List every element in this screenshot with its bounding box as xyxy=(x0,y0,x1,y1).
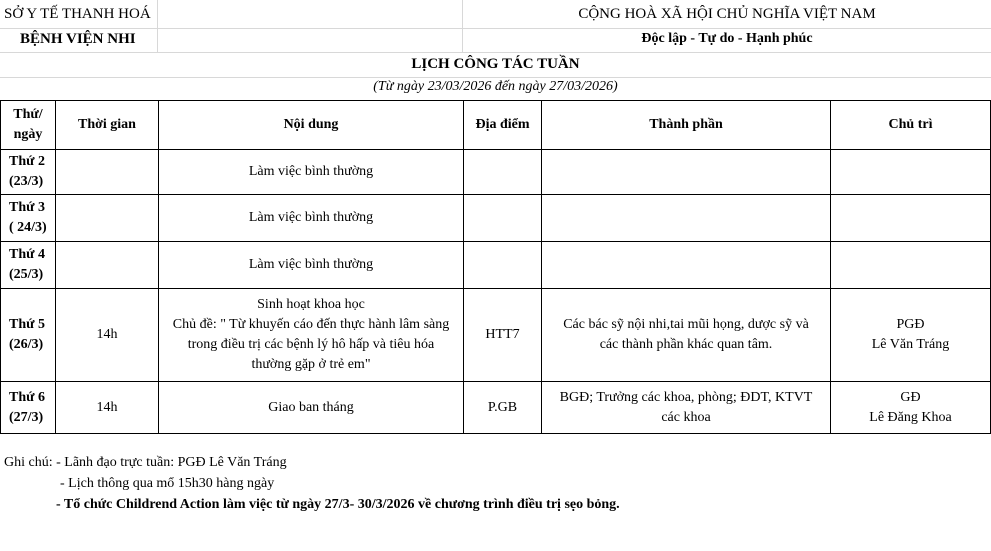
column-header-time: Thời gian xyxy=(56,101,159,150)
day-cell: Thứ 4 (25/3) xyxy=(1,242,56,289)
column-header-chair: Chủ trì xyxy=(831,101,991,150)
participants-cell xyxy=(542,195,831,242)
chair-cell xyxy=(831,195,991,242)
time-cell xyxy=(56,195,159,242)
content-cell: Giao ban tháng xyxy=(159,382,464,434)
content-cell: Làm việc bình thường xyxy=(159,242,464,289)
weekly-schedule-table xyxy=(0,100,991,434)
column-header-day: Thứ/ ngày xyxy=(1,101,56,150)
table-header-row xyxy=(1,101,991,150)
gridline xyxy=(157,0,158,52)
column-header-content: Nội dung xyxy=(159,101,464,150)
table-row xyxy=(1,289,991,382)
location-cell xyxy=(464,150,542,195)
gridline xyxy=(0,77,991,78)
gridline xyxy=(0,52,991,53)
column-header-participants: Thành phần xyxy=(542,101,831,150)
location-cell: HTT7 xyxy=(464,289,542,382)
day-cell: Thứ 2 (23/3) xyxy=(1,150,56,195)
gridline xyxy=(0,28,991,29)
participants-cell: Các bác sỹ nội nhi,tai mũi họng, dược sỹ và các thành phần khác quan tâm. xyxy=(542,289,831,382)
day-cell: Thứ 6 (27/3) xyxy=(1,382,56,434)
location-cell: P.GB xyxy=(464,382,542,434)
note-line-duty-leader: Ghi chú: - Lãnh đạo trực tuần: PGĐ Lê Văn Tráng xyxy=(4,455,287,470)
participants-cell: BGĐ; Trưởng các khoa, phòng; ĐDT, KTVT các khoa xyxy=(542,382,831,434)
page-title: LỊCH CÔNG TÁC TUẦN xyxy=(411,56,580,72)
national-motto: Độc lập - Tự do - Hạnh phúc xyxy=(641,31,813,46)
table-row xyxy=(1,195,991,242)
table-row xyxy=(1,242,991,289)
location-cell xyxy=(464,242,542,289)
chair-cell: GĐ Lê Đăng Khoa xyxy=(831,382,991,434)
table-row xyxy=(1,382,991,434)
notes-section xyxy=(4,452,620,515)
date-range: (Từ ngày 23/03/2026 đến ngày 27/03/2026) xyxy=(373,79,618,94)
column-header-location: Địa điểm xyxy=(464,101,542,150)
table-row xyxy=(1,150,991,195)
chair-cell: PGĐ Lê Văn Tráng xyxy=(831,289,991,382)
hospital-name: BỆNH VIỆN NHI xyxy=(20,31,136,47)
content-cell: Làm việc bình thường xyxy=(159,150,464,195)
national-title: CỘNG HOÀ XÃ HỘI CHỦ NGHĨA VIỆT NAM xyxy=(578,6,876,22)
time-cell xyxy=(56,150,159,195)
note-line-event: - Tổ chức Childrend Action làm việc từ ngày 27/3- 30/3/2026 về chương trình điều trị sẹo bỏng. xyxy=(56,497,620,512)
participants-cell xyxy=(542,150,831,195)
content-cell: Làm việc bình thường xyxy=(159,195,464,242)
location-cell xyxy=(464,195,542,242)
chair-cell xyxy=(831,150,991,195)
department-name: SỞ Y TẾ THANH HOÁ xyxy=(4,6,151,22)
chair-cell xyxy=(831,242,991,289)
content-cell: Sinh hoạt khoa học Chủ đề: " Từ khuyến cáo đến thực hành lâm sàng trong điều trị các bệnh lý hô hấp và tiêu hóa thường gặp ở trẻ em" xyxy=(159,289,464,382)
participants-cell xyxy=(542,242,831,289)
note-line-surgery-approval: - Lịch thông qua mổ 15h30 hàng ngày xyxy=(60,476,275,491)
day-cell: Thứ 5 (26/3) xyxy=(1,289,56,382)
time-cell: 14h xyxy=(56,382,159,434)
time-cell: 14h xyxy=(56,289,159,382)
time-cell xyxy=(56,242,159,289)
day-cell: Thứ 3 ( 24/3) xyxy=(1,195,56,242)
